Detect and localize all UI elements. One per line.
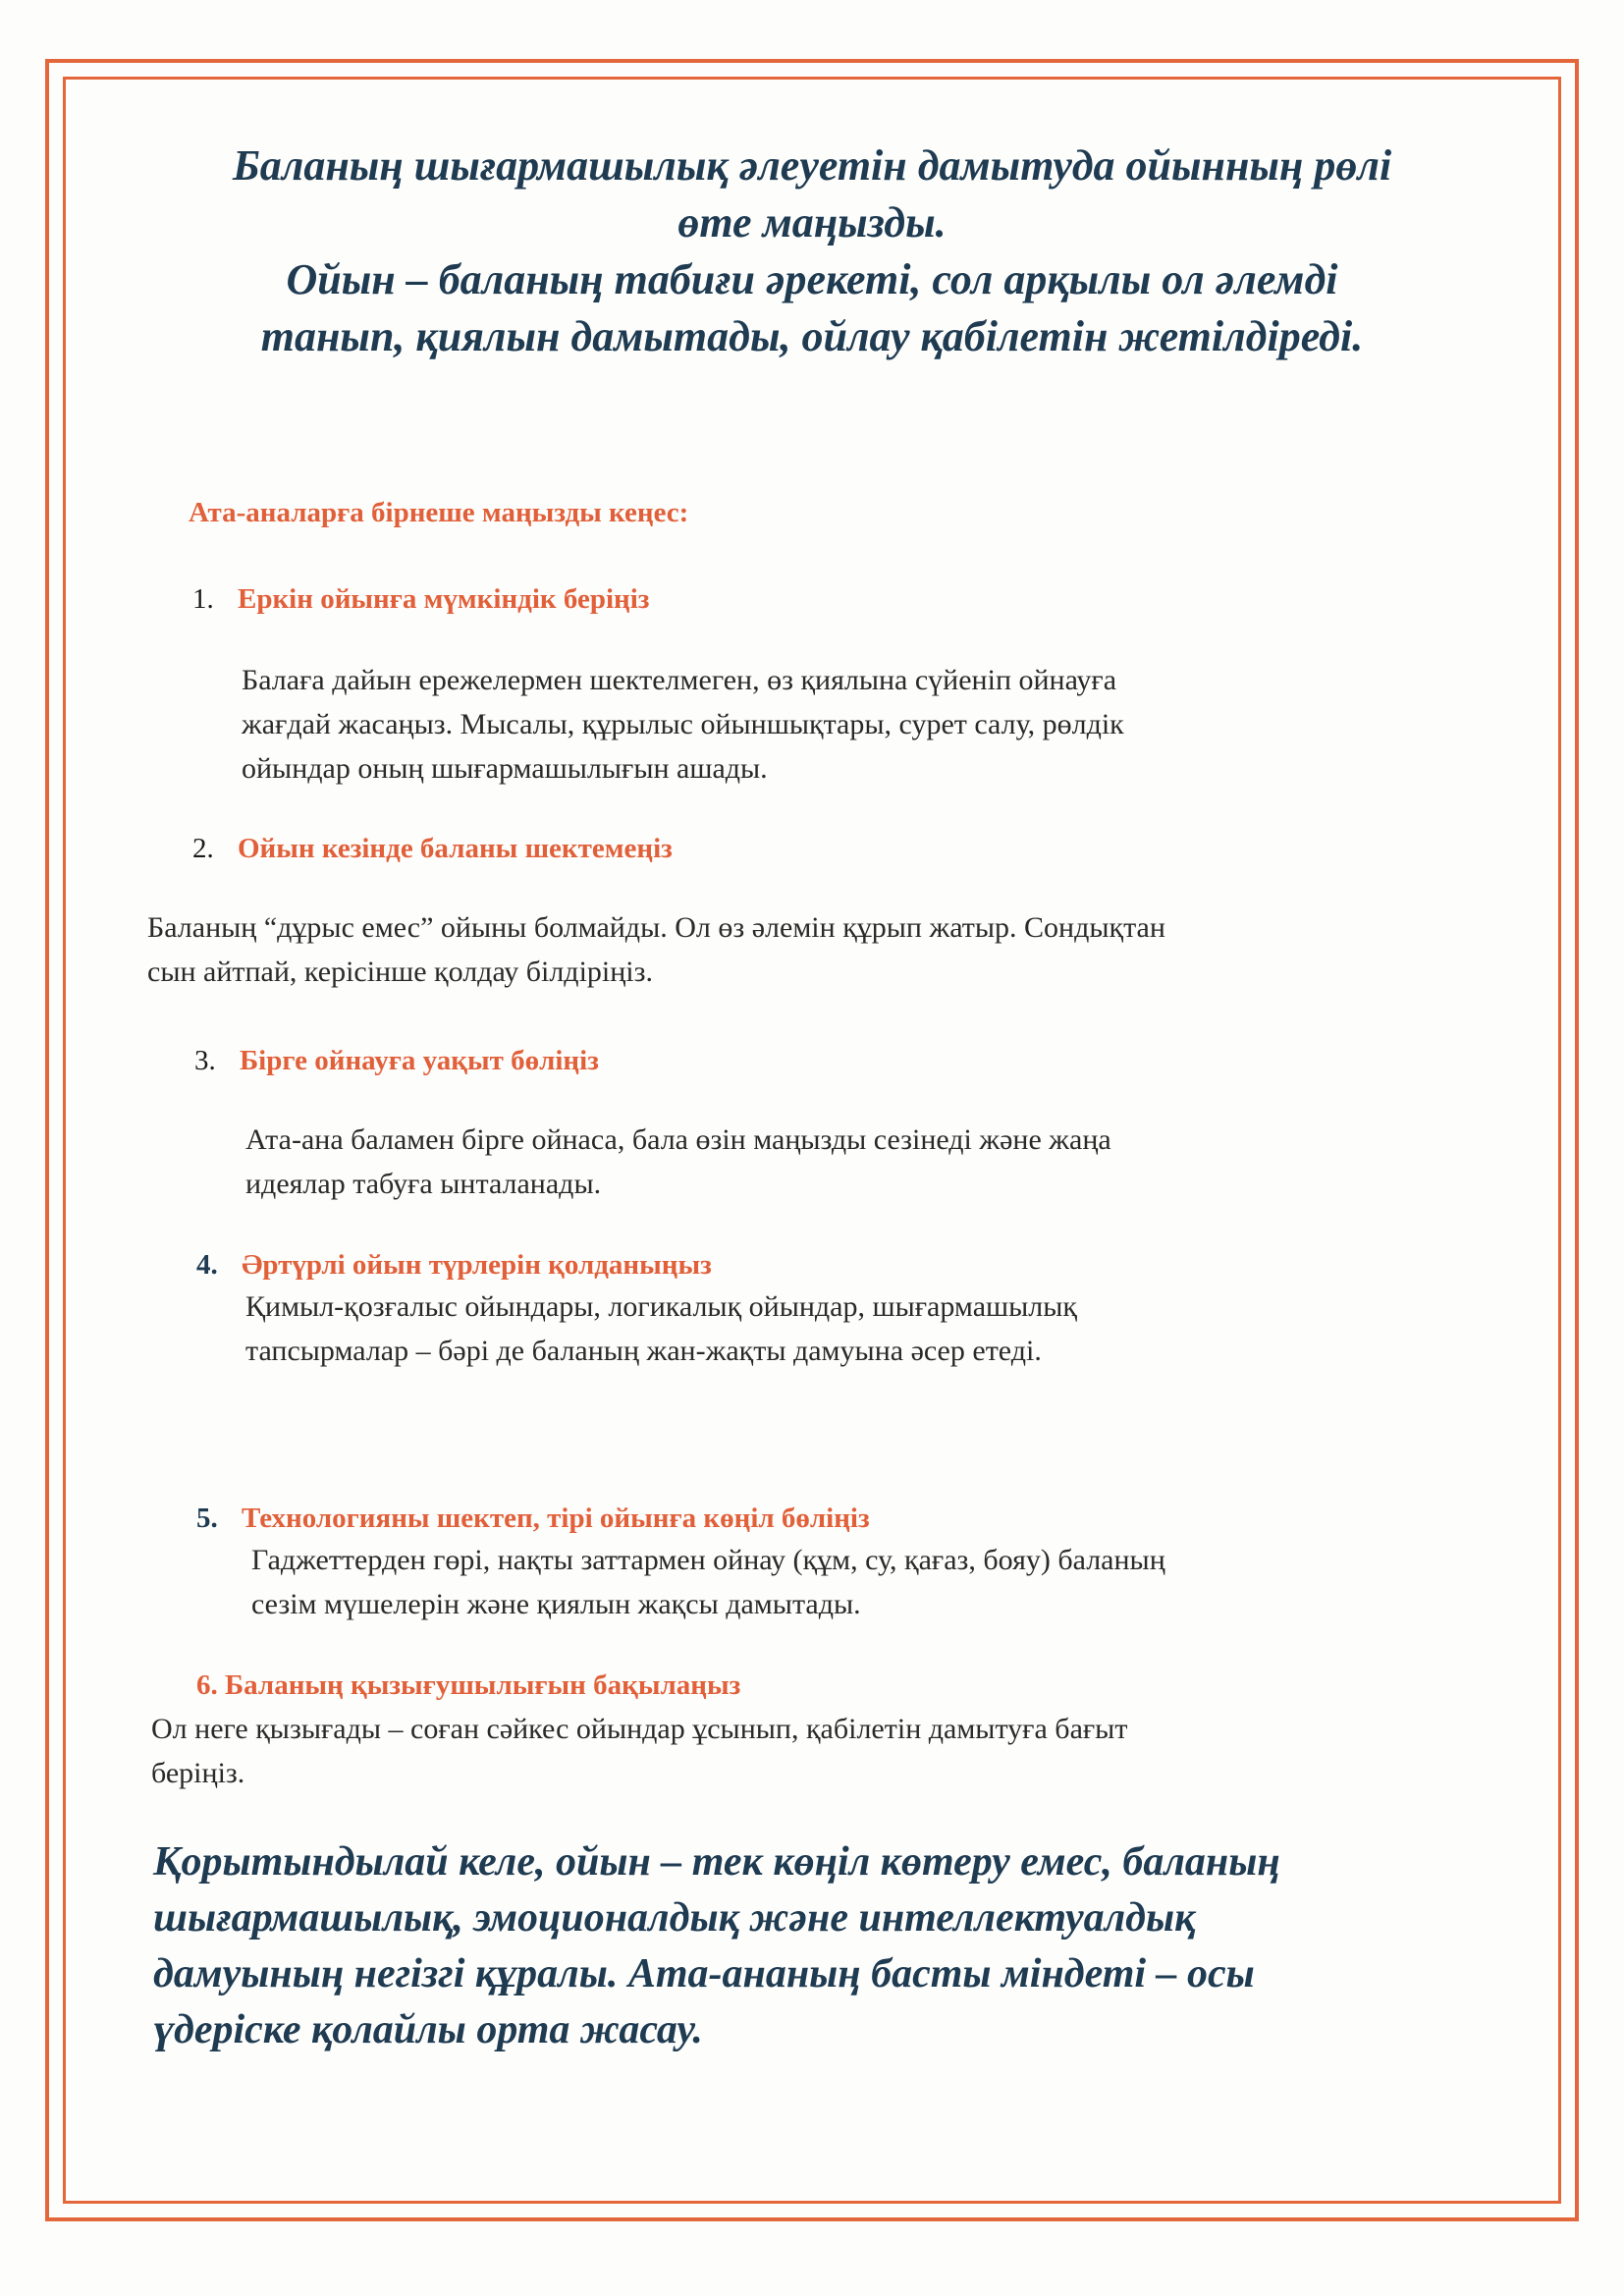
- page-heading: [128, 137, 1496, 365]
- tip-4-title-row: [196, 1249, 712, 1282]
- tip-text-line: Баланың “дұрыс емес” ойыны болмайды. Ол өз әлемін құрып жатыр. Сондықтан: [147, 911, 1165, 944]
- heading-line: танып, қиялын дамытады, ойлау қабілетін жетілдіреді.: [260, 312, 1364, 360]
- advice-intro: Ата-аналарға бірнеше маңызды кеңес:: [189, 497, 689, 528]
- conclusion-paragraph: [153, 1834, 1508, 2058]
- tip-2-text: [147, 905, 1165, 994]
- tip-3-text: [245, 1118, 1111, 1206]
- tip-text-line: идеялар табуға ынталанады.: [245, 1168, 602, 1200]
- tip-title: Баланың қызығушылығын бақылаңыз: [225, 1669, 741, 1701]
- tip-text-line: беріңіз.: [151, 1757, 245, 1789]
- heading-line: өте маңызды.: [677, 198, 947, 246]
- tip-5-text: [251, 1538, 1165, 1626]
- tip-title: Технологияны шектеп, тірі ойынға көңіл бөліңіз: [242, 1503, 870, 1534]
- tip-number: 4.: [196, 1249, 218, 1281]
- tip-6-title-row: [196, 1669, 740, 1702]
- tip-text-line: Қимыл-қозғалыс ойындары, логикалық ойындар, шығармашылық: [245, 1290, 1077, 1323]
- tip-5-title-row: [196, 1503, 870, 1535]
- tip-4-text: [245, 1285, 1077, 1373]
- tip-text-line: Ол неге қызығады – соған сәйкес ойындар ұсынып, қабілетін дамытуға бағыт: [151, 1713, 1128, 1745]
- heading-line: Баланың шығармашылық әлеуетін дамытуда ойынның рөлі: [232, 141, 1392, 190]
- tip-title: Әртүрлі ойын түрлерін қолданыңыз: [242, 1249, 712, 1281]
- tip-number: 3.: [194, 1045, 216, 1076]
- tip-number: 6.: [196, 1669, 218, 1701]
- conclusion-line: үдеріске қолайлы орта жасау.: [153, 2007, 703, 2052]
- tip-number: 5.: [196, 1503, 218, 1534]
- conclusion-line: дамуының негізгі құралы. Ата-ананың басты міндеті – осы: [153, 1951, 1255, 1996]
- tip-text-line: Ата-ана баламен бірге ойнаса, бала өзін маңызды сезінеді және жаңа: [245, 1123, 1111, 1156]
- conclusion-line: Қорытындылай келе, ойын – тек көңіл көтеру емес, баланың: [153, 1839, 1280, 1885]
- tip-text-line: Гаджеттерден гөрі, нақты заттармен ойнау (құм, су, қағаз, бояу) баланың: [251, 1544, 1165, 1576]
- tip-text-line: ойындар оның шығармашылығын ашады.: [242, 752, 768, 785]
- tip-title: Еркін ойынға мүмкіндік беріңіз: [238, 583, 650, 615]
- tip-text-line: сын айтпай, керісінше қолдау білдіріңіз.: [147, 956, 653, 988]
- tip-1-title-row: [192, 583, 649, 616]
- tip-3-title-row: [194, 1045, 599, 1077]
- tip-title: Бірге ойнауға уақыт бөліңіз: [240, 1045, 599, 1076]
- tip-number: 1.: [192, 583, 214, 615]
- tip-text-line: сезім мүшелерін және қиялын жақсы дамытады.: [251, 1588, 861, 1620]
- tip-text-line: тапсырмалар – бәрі де баланың жан-жақты дамуына әсер етеді.: [245, 1335, 1042, 1367]
- tip-2-title-row: [192, 833, 673, 865]
- tip-1-text: [242, 658, 1124, 791]
- tip-text-line: жағдай жасаңыз. Мысалы, құрылыс ойыншықтары, сурет салу, рөлдік: [242, 708, 1124, 740]
- conclusion-line: шығармашылық, эмоционалдық және интеллектуалдық: [153, 1895, 1196, 1941]
- tip-title: Ойын кезінде баланы шектемеңіз: [238, 833, 673, 864]
- tip-text-line: Балаға дайын ережелермен шектелмеген, өз қиялына сүйеніп ойнауға: [242, 664, 1117, 696]
- tip-6-text: [151, 1707, 1127, 1795]
- tip-number: 2.: [192, 833, 214, 864]
- heading-line: Ойын – баланың табиғи әрекеті, сол арқылы ол әлемді: [286, 255, 1338, 303]
